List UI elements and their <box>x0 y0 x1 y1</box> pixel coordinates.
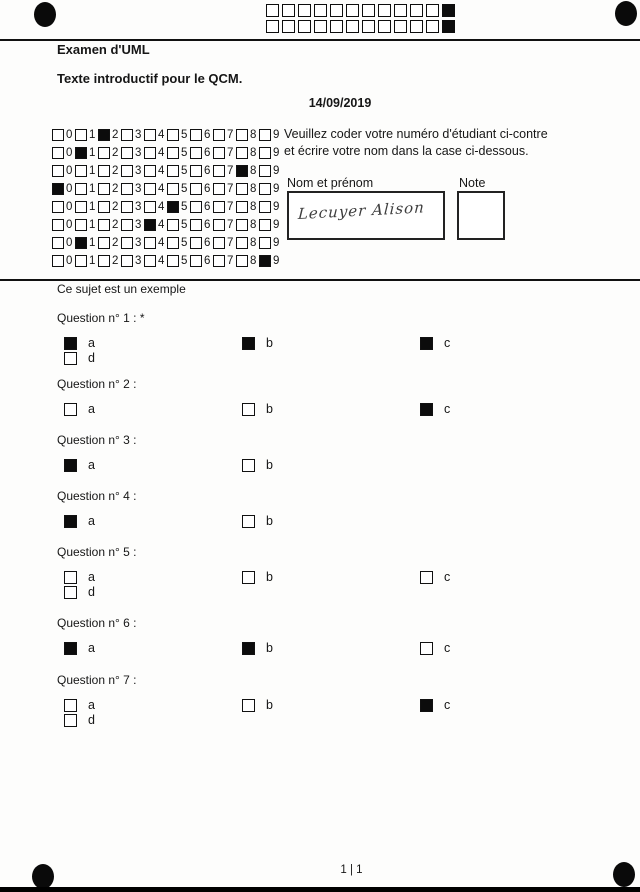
answer-checkbox-b <box>242 403 255 416</box>
answer-letter: c <box>444 570 451 584</box>
digit-label: 8 <box>250 237 257 249</box>
digit-label: 3 <box>135 147 142 159</box>
digit-label: 2 <box>112 129 119 141</box>
digit-label: 5 <box>181 129 188 141</box>
digit-label: 0 <box>66 201 73 213</box>
answer-option-a <box>64 570 95 584</box>
answer-letter: b <box>266 570 273 584</box>
digit-label: 8 <box>250 183 257 195</box>
digit-label: 0 <box>66 255 73 267</box>
digit-label: 4 <box>158 219 165 231</box>
digit-label: 7 <box>227 165 234 177</box>
answer-checkbox-a <box>64 515 77 528</box>
digit-label: 1 <box>89 147 96 159</box>
answer-option-a <box>64 698 95 712</box>
digit-label: 3 <box>135 237 142 249</box>
digit-label: 6 <box>204 201 211 213</box>
digit-label: 3 <box>135 255 142 267</box>
digit-label: 2 <box>112 255 119 267</box>
digit-label: 4 <box>158 165 165 177</box>
digit-label: 5 <box>181 183 188 195</box>
digit-label: 1 <box>89 219 96 231</box>
answer-option-a <box>64 641 95 655</box>
question-label: Question n° 3 : <box>57 433 137 447</box>
digit-label: 1 <box>89 183 96 195</box>
answer-letter: a <box>88 698 95 712</box>
digit-label: 6 <box>204 237 211 249</box>
digit-label: 8 <box>250 147 257 159</box>
answer-option-b <box>242 641 273 655</box>
answer-checkbox-a <box>64 699 77 712</box>
digit-label: 6 <box>204 129 211 141</box>
answer-option-d <box>64 713 95 727</box>
bottom-edge-bar <box>0 887 640 892</box>
digit-label: 9 <box>273 165 280 177</box>
exam-title: Examen d'UML <box>57 42 150 57</box>
digit-label: 4 <box>158 255 165 267</box>
instruction-line-2: et écrire votre nom dans la case ci-dessous. <box>284 144 529 158</box>
digit-label: 4 <box>158 147 165 159</box>
answer-option-b <box>242 514 273 528</box>
digit-label: 0 <box>66 237 73 249</box>
digit-label: 9 <box>273 255 280 267</box>
digit-label: 5 <box>181 165 188 177</box>
digit-label: 5 <box>181 147 188 159</box>
answer-checkbox-d <box>64 586 77 599</box>
digit-label: 1 <box>89 129 96 141</box>
digit-label: 7 <box>227 129 234 141</box>
instruction-line-1: Veuillez coder votre numéro d'étudiant ci-contre <box>284 127 548 141</box>
digit-label: 6 <box>204 183 211 195</box>
digit-label: 7 <box>227 183 234 195</box>
answer-option-c <box>420 698 450 712</box>
note-field-label: Note <box>459 176 486 190</box>
digit-label: 1 <box>89 255 96 267</box>
answer-option-c <box>420 402 450 416</box>
page-indicator: 1 | 1 <box>340 864 363 876</box>
answer-option-c <box>420 336 450 350</box>
digit-label: 6 <box>204 165 211 177</box>
digit-label: 8 <box>250 201 257 213</box>
answer-option-a <box>64 514 95 528</box>
answer-checkbox-b <box>242 337 255 350</box>
digit-label: 8 <box>250 255 257 267</box>
answer-checkbox-d <box>64 352 77 365</box>
answer-checkbox-b <box>242 459 255 472</box>
digit-label: 4 <box>158 237 165 249</box>
digit-label: 7 <box>227 147 234 159</box>
digit-label: 3 <box>135 129 142 141</box>
digit-label: 3 <box>135 183 142 195</box>
digit-label: 5 <box>181 237 188 249</box>
answer-letter: c <box>444 336 451 350</box>
answer-letter: a <box>88 458 95 472</box>
answer-checkbox-c <box>420 403 433 416</box>
answer-option-a <box>64 336 95 350</box>
digit-label: 0 <box>66 183 73 195</box>
answer-checkbox-a <box>64 459 77 472</box>
answer-checkbox-a <box>64 571 77 584</box>
digit-label: 9 <box>273 129 280 141</box>
answer-option-c <box>420 570 450 584</box>
digit-label: 9 <box>273 219 280 231</box>
answer-checkbox-a <box>64 337 77 350</box>
digit-label: 1 <box>89 165 96 177</box>
digit-label: 0 <box>66 147 73 159</box>
answer-letter: a <box>88 336 95 350</box>
digit-label: 2 <box>112 219 119 231</box>
answer-letter: c <box>444 641 451 655</box>
question-label: Question n° 1 : * <box>57 311 145 325</box>
digit-label: 8 <box>250 219 257 231</box>
answer-option-b <box>242 570 273 584</box>
answer-checkbox-b <box>242 515 255 528</box>
answer-checkbox-c <box>420 642 433 655</box>
digit-label: 0 <box>66 219 73 231</box>
digit-label: 6 <box>204 147 211 159</box>
answer-letter: b <box>266 641 273 655</box>
digit-label: 9 <box>273 147 280 159</box>
digit-label: 9 <box>273 201 280 213</box>
answer-checkbox-b <box>242 699 255 712</box>
answer-letter: a <box>88 514 95 528</box>
answer-letter: c <box>444 402 451 416</box>
digit-label: 3 <box>135 165 142 177</box>
answer-checkbox-c <box>420 699 433 712</box>
answer-option-a <box>64 402 95 416</box>
answer-checkbox-a <box>64 642 77 655</box>
digit-label: 4 <box>158 129 165 141</box>
answer-letter: a <box>88 570 95 584</box>
answer-letter: d <box>88 713 95 727</box>
answer-letter: d <box>88 351 95 365</box>
digit-label: 1 <box>89 201 96 213</box>
digit-label: 8 <box>250 129 257 141</box>
answer-checkbox-d <box>64 714 77 727</box>
answer-option-d <box>64 351 95 365</box>
digit-label: 2 <box>112 237 119 249</box>
answer-letter: b <box>266 336 273 350</box>
digit-label: 8 <box>250 165 257 177</box>
digit-label: 5 <box>181 219 188 231</box>
question-label: Question n° 4 : <box>57 489 137 503</box>
digit-label: 7 <box>227 219 234 231</box>
digit-label: 7 <box>227 255 234 267</box>
answer-letter: b <box>266 458 273 472</box>
intro-text: Texte introductif pour le QCM. <box>57 71 243 86</box>
answer-option-c <box>420 641 450 655</box>
digit-label: 6 <box>204 255 211 267</box>
question-label: Question n° 6 : <box>57 616 137 630</box>
question-label: Question n° 7 : <box>57 673 137 687</box>
answer-letter: b <box>266 514 273 528</box>
answer-option-a <box>64 458 95 472</box>
answer-option-d <box>64 585 95 599</box>
question-label: Question n° 5 : <box>57 545 137 559</box>
digit-label: 9 <box>273 237 280 249</box>
digit-label: 2 <box>112 147 119 159</box>
answer-checkbox-b <box>242 642 255 655</box>
digit-label: 4 <box>158 201 165 213</box>
name-field-label: Nom et prénom <box>287 176 374 190</box>
digit-label: 2 <box>112 201 119 213</box>
digit-label: 3 <box>135 201 142 213</box>
digit-label: 5 <box>181 201 188 213</box>
digit-label: 0 <box>66 165 73 177</box>
answer-checkbox-c <box>420 571 433 584</box>
digit-label: 3 <box>135 219 142 231</box>
answer-checkbox-a <box>64 403 77 416</box>
question-label: Question n° 2 : <box>57 377 137 391</box>
answer-letter: a <box>88 402 95 416</box>
answer-option-b <box>242 402 273 416</box>
answer-letter: b <box>266 402 273 416</box>
digit-label: 2 <box>112 183 119 195</box>
exam-date: 14/09/2019 <box>308 96 372 110</box>
answer-option-b <box>242 336 273 350</box>
digit-label: 4 <box>158 183 165 195</box>
answer-letter: a <box>88 641 95 655</box>
digit-label: 9 <box>273 183 280 195</box>
digit-label: 2 <box>112 165 119 177</box>
digit-label: 7 <box>227 237 234 249</box>
digit-label: 0 <box>66 129 73 141</box>
answer-checkbox-c <box>420 337 433 350</box>
digit-label: 6 <box>204 219 211 231</box>
answer-letter: b <box>266 698 273 712</box>
digit-label: 1 <box>89 237 96 249</box>
answer-option-b <box>242 698 273 712</box>
answer-option-b <box>242 458 273 472</box>
answer-letter: d <box>88 585 95 599</box>
digit-label: 7 <box>227 201 234 213</box>
answer-checkbox-b <box>242 571 255 584</box>
subject-note: Ce sujet est un exemple <box>57 282 186 296</box>
handwritten-name: Lecuyer Alison <box>297 198 426 224</box>
answer-letter: c <box>444 698 451 712</box>
digit-label: 5 <box>181 255 188 267</box>
